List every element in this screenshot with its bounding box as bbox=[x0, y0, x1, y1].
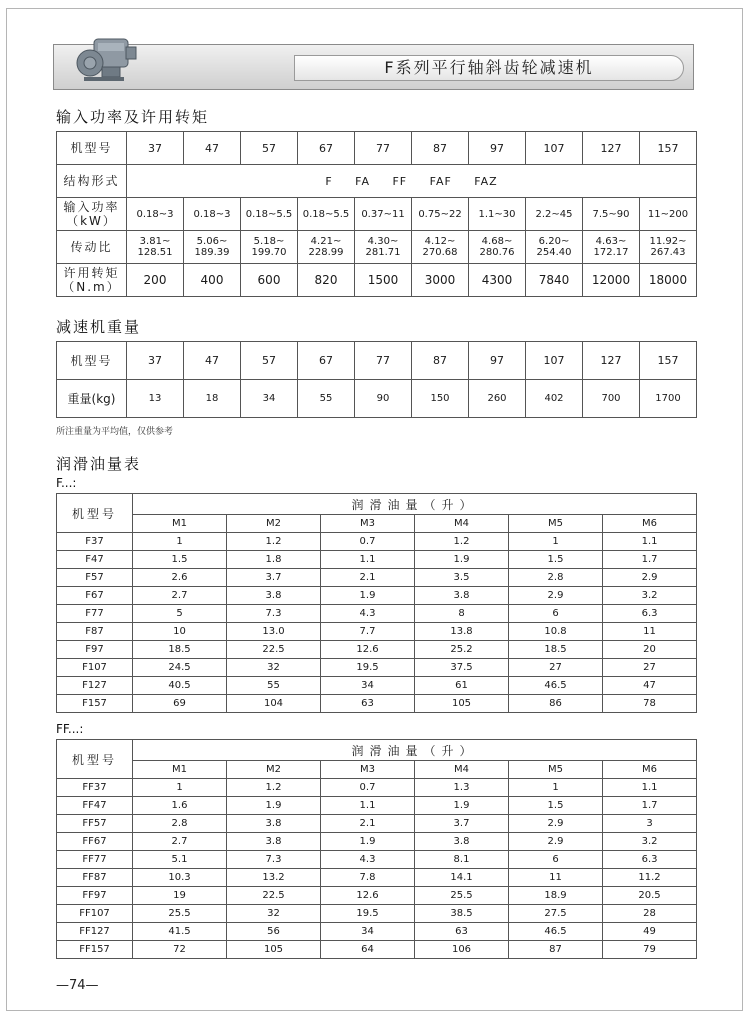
table-row bbox=[57, 923, 697, 941]
oil-volume-cell: 56 bbox=[227, 923, 321, 941]
oil-volume-cell: 34 bbox=[321, 677, 415, 695]
oil-volume-cell: 2.6 bbox=[133, 569, 227, 587]
oil-subtitle-f: F...: bbox=[56, 476, 77, 490]
oil-volume-cell: 1.2 bbox=[227, 779, 321, 797]
model-cell: F67 bbox=[57, 587, 133, 605]
table-row bbox=[57, 641, 697, 659]
gear-reducer-icon bbox=[72, 33, 138, 85]
oil-volume-cell: 2.1 bbox=[321, 569, 415, 587]
ratio-cell: 5.06~ 189.39 bbox=[184, 231, 241, 264]
oil-volume-cell: 41.5 bbox=[133, 923, 227, 941]
oil-volume-cell: 34 bbox=[321, 923, 415, 941]
oil-table-body bbox=[57, 533, 697, 713]
oil-volume-cell: 18.9 bbox=[509, 887, 603, 905]
power-row bbox=[57, 198, 697, 231]
oil-volume-cell: 3.8 bbox=[227, 587, 321, 605]
mounting-position: M2 bbox=[227, 761, 321, 779]
oil-volume-cell: 64 bbox=[321, 941, 415, 959]
page-title: F系列平行轴斜齿轮减速机 bbox=[294, 55, 684, 81]
power-cell: 0.18~3 bbox=[127, 198, 184, 231]
model-cell: 67 bbox=[298, 132, 355, 165]
oil-volume-cell: 2.7 bbox=[133, 833, 227, 851]
oil-volume-cell: 1.7 bbox=[603, 797, 697, 815]
oil-subtitle-ff: FF...: bbox=[56, 722, 84, 736]
table-row bbox=[57, 887, 697, 905]
oil-volume-cell: 63 bbox=[321, 695, 415, 713]
oil-volume-cell: 12.6 bbox=[321, 641, 415, 659]
oil-volume-cell: 2.9 bbox=[603, 569, 697, 587]
table-row bbox=[57, 797, 697, 815]
oil-volume-cell: 1.2 bbox=[415, 533, 509, 551]
torque-cell: 600 bbox=[241, 264, 298, 297]
torque-row bbox=[57, 264, 697, 297]
weight-row bbox=[57, 380, 697, 418]
section-title-weight: 减速机重量 bbox=[56, 318, 142, 336]
oil-volume-cell: 3.8 bbox=[415, 833, 509, 851]
oil-volume-header: 润滑油量（升） bbox=[133, 740, 697, 761]
table-row bbox=[57, 533, 697, 551]
weight-cell: 18 bbox=[184, 380, 241, 418]
model-label: 机型号 bbox=[57, 494, 133, 533]
oil-volume-cell: 1 bbox=[509, 533, 603, 551]
model-cell: FF37 bbox=[57, 779, 133, 797]
torque-cell: 18000 bbox=[640, 264, 697, 297]
oil-volume-cell: 2.9 bbox=[509, 587, 603, 605]
model-cell: 67 bbox=[298, 342, 355, 380]
oil-volume-cell: 13.2 bbox=[227, 869, 321, 887]
oil-table-ff bbox=[56, 739, 697, 959]
oil-volume-cell: 12.6 bbox=[321, 887, 415, 905]
oil-volume-cell: 1.9 bbox=[415, 797, 509, 815]
oil-volume-cell: 40.5 bbox=[133, 677, 227, 695]
model-cell: 47 bbox=[184, 342, 241, 380]
model-cell: 107 bbox=[526, 132, 583, 165]
oil-volume-cell: 3.5 bbox=[415, 569, 509, 587]
oil-volume-cell: 8 bbox=[415, 605, 509, 623]
oil-volume-cell: 46.5 bbox=[509, 677, 603, 695]
oil-volume-cell: 79 bbox=[603, 941, 697, 959]
table-row bbox=[57, 695, 697, 713]
ratio-cell: 4.68~ 280.76 bbox=[469, 231, 526, 264]
section-title-oil: 润滑油量表 bbox=[56, 455, 142, 473]
power-cell: 0.18~3 bbox=[184, 198, 241, 231]
oil-volume-cell: 3.8 bbox=[227, 833, 321, 851]
model-cell: 47 bbox=[184, 132, 241, 165]
oil-volume-cell: 3.2 bbox=[603, 833, 697, 851]
oil-volume-cell: 32 bbox=[227, 905, 321, 923]
model-cell: 87 bbox=[412, 132, 469, 165]
oil-volume-cell: 1.5 bbox=[133, 551, 227, 569]
oil-volume-cell: 86 bbox=[509, 695, 603, 713]
model-cell: FF157 bbox=[57, 941, 133, 959]
weight-cell: 1700 bbox=[640, 380, 697, 418]
model-cell: 87 bbox=[412, 342, 469, 380]
oil-volume-cell: 1.5 bbox=[509, 797, 603, 815]
oil-volume-cell: 32 bbox=[227, 659, 321, 677]
oil-volume-cell: 19 bbox=[133, 887, 227, 905]
model-cell: 37 bbox=[127, 342, 184, 380]
model-cell: F57 bbox=[57, 569, 133, 587]
oil-volume-cell: 11 bbox=[509, 869, 603, 887]
mounting-position: M6 bbox=[603, 515, 697, 533]
oil-volume-cell: 38.5 bbox=[415, 905, 509, 923]
oil-volume-cell: 6.3 bbox=[603, 605, 697, 623]
table-row bbox=[57, 551, 697, 569]
table-row bbox=[57, 941, 697, 959]
power-cell: 2.2~45 bbox=[526, 198, 583, 231]
model-cell: 57 bbox=[241, 132, 298, 165]
oil-volume-cell: 3.8 bbox=[415, 587, 509, 605]
oil-volume-cell: 6.3 bbox=[603, 851, 697, 869]
oil-volume-cell: 14.1 bbox=[415, 869, 509, 887]
oil-volume-cell: 3.2 bbox=[603, 587, 697, 605]
mounting-position: M6 bbox=[603, 761, 697, 779]
oil-volume-cell: 104 bbox=[227, 695, 321, 713]
oil-volume-cell: 19.5 bbox=[321, 905, 415, 923]
ratio-cell: 6.20~ 254.40 bbox=[526, 231, 583, 264]
oil-volume-cell: 7.3 bbox=[227, 851, 321, 869]
oil-volume-cell: 1.1 bbox=[603, 533, 697, 551]
oil-volume-cell: 1.7 bbox=[603, 551, 697, 569]
ratio-cell: 11.92~ 267.43 bbox=[640, 231, 697, 264]
oil-volume-cell: 25.5 bbox=[133, 905, 227, 923]
oil-volume-cell: 0.7 bbox=[321, 779, 415, 797]
oil-volume-cell: 6 bbox=[509, 605, 603, 623]
oil-volume-cell: 10 bbox=[133, 623, 227, 641]
model-cell: 77 bbox=[355, 342, 412, 380]
model-row bbox=[57, 342, 697, 380]
oil-volume-cell: 46.5 bbox=[509, 923, 603, 941]
table-row bbox=[57, 623, 697, 641]
model-cell: F97 bbox=[57, 641, 133, 659]
torque-cell: 4300 bbox=[469, 264, 526, 297]
weight-cell: 700 bbox=[583, 380, 640, 418]
oil-volume-cell: 22.5 bbox=[227, 887, 321, 905]
oil-volume-cell: 63 bbox=[415, 923, 509, 941]
oil-volume-cell: 25.2 bbox=[415, 641, 509, 659]
mounting-position: M3 bbox=[321, 515, 415, 533]
oil-volume-cell: 7.3 bbox=[227, 605, 321, 623]
oil-volume-cell: 18.5 bbox=[133, 641, 227, 659]
mounting-position: M1 bbox=[133, 761, 227, 779]
ratio-cell: 4.12~ 270.68 bbox=[412, 231, 469, 264]
model-cell: FF97 bbox=[57, 887, 133, 905]
oil-volume-cell: 1.1 bbox=[603, 779, 697, 797]
oil-volume-cell: 13.0 bbox=[227, 623, 321, 641]
model-cell: FF57 bbox=[57, 815, 133, 833]
table-row bbox=[57, 905, 697, 923]
oil-volume-cell: 37.5 bbox=[415, 659, 509, 677]
oil-volume-cell: 1 bbox=[509, 779, 603, 797]
oil-volume-cell: 1.3 bbox=[415, 779, 509, 797]
oil-volume-cell: 18.5 bbox=[509, 641, 603, 659]
oil-volume-cell: 27.5 bbox=[509, 905, 603, 923]
mounting-position: M1 bbox=[133, 515, 227, 533]
weight-cell: 150 bbox=[412, 380, 469, 418]
ratio-row bbox=[57, 231, 697, 264]
oil-volume-cell: 11.2 bbox=[603, 869, 697, 887]
ratio-cell: 4.21~ 228.99 bbox=[298, 231, 355, 264]
oil-volume-cell: 24.5 bbox=[133, 659, 227, 677]
weight-cell: 55 bbox=[298, 380, 355, 418]
oil-volume-cell: 1.9 bbox=[415, 551, 509, 569]
weight-label: 重量(kg) bbox=[57, 380, 127, 418]
ratio-cell: 4.30~ 281.71 bbox=[355, 231, 412, 264]
oil-volume-cell: 1.9 bbox=[321, 587, 415, 605]
oil-volume-cell: 4.3 bbox=[321, 851, 415, 869]
model-label: 机型号 bbox=[57, 132, 127, 165]
oil-volume-cell: 3.7 bbox=[227, 569, 321, 587]
oil-volume-cell: 27 bbox=[603, 659, 697, 677]
model-cell: F127 bbox=[57, 677, 133, 695]
oil-header-row bbox=[57, 740, 697, 761]
oil-volume-cell: 87 bbox=[509, 941, 603, 959]
oil-volume-cell: 1.1 bbox=[321, 551, 415, 569]
mounting-position: M5 bbox=[509, 515, 603, 533]
table-row bbox=[57, 779, 697, 797]
oil-volume-cell: 49 bbox=[603, 923, 697, 941]
weight-cell: 34 bbox=[241, 380, 298, 418]
oil-volume-cell: 72 bbox=[133, 941, 227, 959]
section-title-power: 输入功率及许用转矩 bbox=[56, 108, 210, 126]
torque-cell: 7840 bbox=[526, 264, 583, 297]
oil-volume-cell: 1.5 bbox=[509, 551, 603, 569]
oil-volume-cell: 1.6 bbox=[133, 797, 227, 815]
model-cell: F87 bbox=[57, 623, 133, 641]
power-cell: 11~200 bbox=[640, 198, 697, 231]
oil-table-f bbox=[56, 493, 697, 713]
model-cell: FF77 bbox=[57, 851, 133, 869]
oil-volume-cell: 13.8 bbox=[415, 623, 509, 641]
oil-volume-cell: 5.1 bbox=[133, 851, 227, 869]
model-cell: 97 bbox=[469, 132, 526, 165]
oil-volume-cell: 47 bbox=[603, 677, 697, 695]
weight-cell: 13 bbox=[127, 380, 184, 418]
table-row bbox=[57, 569, 697, 587]
oil-volume-cell: 8.1 bbox=[415, 851, 509, 869]
oil-volume-cell: 105 bbox=[227, 941, 321, 959]
oil-volume-cell: 3 bbox=[603, 815, 697, 833]
oil-volume-cell: 1.9 bbox=[321, 833, 415, 851]
weight-note: 所注重量为平均值，仅供参考 bbox=[56, 427, 174, 437]
model-row bbox=[57, 132, 697, 165]
model-cell: F37 bbox=[57, 533, 133, 551]
model-cell: F157 bbox=[57, 695, 133, 713]
power-cell: 1.1~30 bbox=[469, 198, 526, 231]
torque-label: 许用转矩 （N.m） bbox=[57, 264, 127, 297]
model-cell: 37 bbox=[127, 132, 184, 165]
mounting-position-row bbox=[57, 515, 697, 533]
oil-volume-cell: 27 bbox=[509, 659, 603, 677]
weight-cell: 402 bbox=[526, 380, 583, 418]
table-row bbox=[57, 851, 697, 869]
model-cell: 127 bbox=[583, 342, 640, 380]
power-torque-table bbox=[56, 131, 697, 297]
model-cell: F47 bbox=[57, 551, 133, 569]
oil-volume-cell: 2.8 bbox=[509, 569, 603, 587]
model-cell: FF67 bbox=[57, 833, 133, 851]
table-row bbox=[57, 833, 697, 851]
oil-volume-cell: 0.7 bbox=[321, 533, 415, 551]
table-row bbox=[57, 869, 697, 887]
oil-volume-cell: 55 bbox=[227, 677, 321, 695]
table-row bbox=[57, 659, 697, 677]
structure-row bbox=[57, 165, 697, 198]
oil-volume-cell: 22.5 bbox=[227, 641, 321, 659]
table-row bbox=[57, 677, 697, 695]
oil-volume-cell: 25.5 bbox=[415, 887, 509, 905]
weight-table bbox=[56, 341, 697, 418]
oil-volume-cell: 11 bbox=[603, 623, 697, 641]
model-cell: FF127 bbox=[57, 923, 133, 941]
oil-volume-cell: 2.7 bbox=[133, 587, 227, 605]
oil-volume-cell: 28 bbox=[603, 905, 697, 923]
model-cell: 57 bbox=[241, 342, 298, 380]
mounting-position: M2 bbox=[227, 515, 321, 533]
mounting-position-row bbox=[57, 761, 697, 779]
oil-volume-cell: 78 bbox=[603, 695, 697, 713]
torque-cell: 400 bbox=[184, 264, 241, 297]
power-cell: 0.18~5.5 bbox=[241, 198, 298, 231]
oil-volume-cell: 19.5 bbox=[321, 659, 415, 677]
torque-cell: 3000 bbox=[412, 264, 469, 297]
torque-cell: 1500 bbox=[355, 264, 412, 297]
table-row bbox=[57, 587, 697, 605]
oil-volume-cell: 106 bbox=[415, 941, 509, 959]
mounting-position: M4 bbox=[415, 515, 509, 533]
table-row bbox=[57, 815, 697, 833]
model-cell: 107 bbox=[526, 342, 583, 380]
ratio-cell: 4.63~ 172.17 bbox=[583, 231, 640, 264]
oil-volume-header: 润滑油量（升） bbox=[133, 494, 697, 515]
oil-volume-cell: 10.3 bbox=[133, 869, 227, 887]
torque-cell: 200 bbox=[127, 264, 184, 297]
oil-volume-cell: 2.1 bbox=[321, 815, 415, 833]
oil-volume-cell: 7.8 bbox=[321, 869, 415, 887]
model-cell: FF87 bbox=[57, 869, 133, 887]
model-cell: F77 bbox=[57, 605, 133, 623]
oil-volume-cell: 105 bbox=[415, 695, 509, 713]
oil-volume-cell: 2.8 bbox=[133, 815, 227, 833]
power-cell: 7.5~90 bbox=[583, 198, 640, 231]
ratio-cell: 3.81~ 128.51 bbox=[127, 231, 184, 264]
oil-volume-cell: 7.7 bbox=[321, 623, 415, 641]
model-cell: 77 bbox=[355, 132, 412, 165]
weight-cell: 90 bbox=[355, 380, 412, 418]
oil-header-row bbox=[57, 494, 697, 515]
oil-volume-cell: 1.1 bbox=[321, 797, 415, 815]
oil-volume-cell: 1.8 bbox=[227, 551, 321, 569]
model-cell: 157 bbox=[640, 342, 697, 380]
model-cell: F107 bbox=[57, 659, 133, 677]
oil-volume-cell: 1 bbox=[133, 533, 227, 551]
oil-volume-cell: 3.7 bbox=[415, 815, 509, 833]
oil-volume-cell: 1.2 bbox=[227, 533, 321, 551]
model-cell: 157 bbox=[640, 132, 697, 165]
oil-volume-cell: 1 bbox=[133, 779, 227, 797]
ratio-cell: 5.18~ 199.70 bbox=[241, 231, 298, 264]
table-row bbox=[57, 605, 697, 623]
oil-volume-cell: 6 bbox=[509, 851, 603, 869]
oil-volume-cell: 5 bbox=[133, 605, 227, 623]
header-banner bbox=[53, 44, 694, 90]
ratio-label: 传动比 bbox=[57, 231, 127, 264]
power-label: 输入功率 （kW） bbox=[57, 198, 127, 231]
oil-volume-cell: 1.9 bbox=[227, 797, 321, 815]
oil-volume-cell: 2.9 bbox=[509, 815, 603, 833]
model-label: 机型号 bbox=[57, 740, 133, 779]
mounting-position: M5 bbox=[509, 761, 603, 779]
oil-volume-cell: 10.8 bbox=[509, 623, 603, 641]
model-label: 机型号 bbox=[57, 342, 127, 380]
mounting-position: M4 bbox=[415, 761, 509, 779]
power-cell: 0.75~22 bbox=[412, 198, 469, 231]
oil-table-body bbox=[57, 779, 697, 959]
oil-volume-cell: 3.8 bbox=[227, 815, 321, 833]
structure-label: 结构形式 bbox=[57, 165, 127, 198]
oil-volume-cell: 61 bbox=[415, 677, 509, 695]
weight-cell: 260 bbox=[469, 380, 526, 418]
page-number: —74— bbox=[56, 978, 99, 993]
oil-volume-cell: 20 bbox=[603, 641, 697, 659]
power-cell: 0.37~11 bbox=[355, 198, 412, 231]
oil-volume-cell: 20.5 bbox=[603, 887, 697, 905]
torque-cell: 12000 bbox=[583, 264, 640, 297]
power-cell: 0.18~5.5 bbox=[298, 198, 355, 231]
model-cell: 97 bbox=[469, 342, 526, 380]
structure-value: F FA FF FAF FAZ bbox=[127, 165, 697, 198]
model-cell: FF107 bbox=[57, 905, 133, 923]
torque-cell: 820 bbox=[298, 264, 355, 297]
oil-volume-cell: 2.9 bbox=[509, 833, 603, 851]
model-cell: 127 bbox=[583, 132, 640, 165]
mounting-position: M3 bbox=[321, 761, 415, 779]
model-cell: FF47 bbox=[57, 797, 133, 815]
oil-volume-cell: 69 bbox=[133, 695, 227, 713]
oil-volume-cell: 4.3 bbox=[321, 605, 415, 623]
